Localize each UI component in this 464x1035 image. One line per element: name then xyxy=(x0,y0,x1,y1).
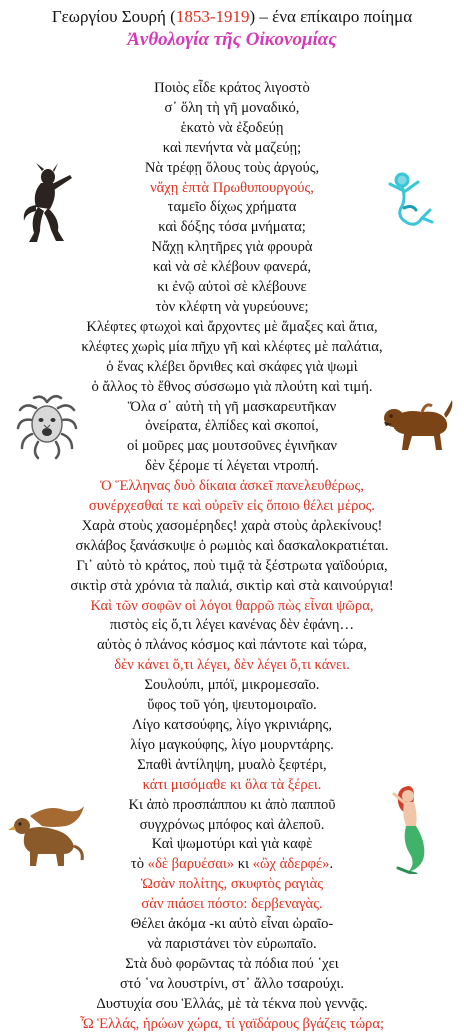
medusa-icon xyxy=(14,392,80,462)
poem-line: καὶ νὰ σὲ κλέβουν φανερά, xyxy=(152,259,312,276)
page-title xyxy=(0,6,464,28)
poem-line: Δυστυχία σου Ἑλλάς, μὲ τὰ τέκνα ποὺ γεννᾷς. xyxy=(96,995,368,1012)
page-subtitle: Ἀνθολογία τῆς Οἰκονομίας xyxy=(127,29,337,50)
poem-line: σκλάβος ξανάσκυψε ὁ ρωμιὸς καὶ δασκαλοκρατιέται. xyxy=(75,537,389,554)
poem-line: νὰ παριστάνει τὸν εὐρωπαῖο. xyxy=(147,935,317,952)
poem-line-segment: κι xyxy=(234,856,253,873)
poem-line: σ᾿ ὅλη τὴ γῆ μοναδικό, xyxy=(164,99,300,116)
poem-line-segment: «δὲ βαρυέσαι» xyxy=(147,856,235,873)
poem-line: Κι ἀπὸ προσπάππου κι ἀπὸ παπποῦ xyxy=(128,796,336,813)
poem-line: λίγο μαγκούφης, λίγο μουρντάρης. xyxy=(130,736,334,753)
title-description: ) – ένα επίκαιρο ποίημα xyxy=(249,7,413,26)
griffin-icon xyxy=(8,804,88,870)
poem-line: σὰν πιάσει πόστο: δερβεναγὰς. xyxy=(141,896,323,913)
poem-line-segment: τὸ xyxy=(130,856,148,873)
poem-line: Ποιὸς εἶδε κράτος λιγοστὸ xyxy=(154,80,310,96)
poem-line: Λίγο κατσούφης, λίγο γκρινιάρης, xyxy=(131,717,333,733)
poem-line: συνέρχεσθαί τε καὶ οὐρεῖν εἰς ὅποιο θέλει μέρος. xyxy=(88,498,376,515)
poem-line: κι ἐνῷ αὐτοὶ σὲ κλέβουνε xyxy=(157,279,307,296)
poem-line: Ὅλα σ᾿ αὐτὴ τὴ γῆ μασκαρευτῆκαν xyxy=(127,398,337,415)
poem-line: στό ῾να λουστρίνι, στ᾿ ἄλλο τσαρούχι. xyxy=(119,975,344,992)
poem-line: οἱ μοῦρες μας μουτσοῦνες ἐγινῆκαν xyxy=(127,438,337,455)
poem-line: Ὡσὰν πολίτης, σκυφτὸς ραγιὰς xyxy=(140,876,324,893)
poem-line: συγχρόνως μπόφος καὶ ἀλεποῦ. xyxy=(139,816,325,833)
poem-line: σικτὶρ στὰ χρόνια τὰ παλιά, σικτὶρ καὶ στὰ καινούργια! xyxy=(70,577,394,594)
poem-line: κλέφτες χωρὶς μία πῆχυ γῆ καὶ κλέφτες μὲ παλάτια, xyxy=(81,338,383,355)
poem-line: Θέλει ἀκόμα -κι αὐτὸ εἶναι ὡραῖο- xyxy=(130,916,334,933)
poem-line: Κλέφτες φτωχοὶ καὶ ἄρχοντες μὲ ἅμαξες καὶ ἄτια, xyxy=(86,318,378,335)
poem-line-segment: «ὢχ ἀδερφέ» xyxy=(252,856,330,873)
poem-line: Ὁ Ἕλληνας δυὸ δίκαια ἀσκεῖ πανελευθέρως, xyxy=(100,478,364,495)
poem-line: Νὰ τρέφῃ ὅλους τοὺς ἀργούς, xyxy=(144,159,320,176)
poem-line: Χαρὰ στοὺς χασομέρηδες! χαρὰ στοὺς ἀρλεκίνους! xyxy=(81,517,383,534)
poem-line: ταμεῖο δίχως χρήματα xyxy=(167,199,297,216)
chimera-icon xyxy=(382,398,456,454)
poem-line: Στὰ δυὸ φορῶντας τὰ πόδια πού ῾χει xyxy=(125,955,339,972)
poem-line: Σπαθὶ ἀντίληψη, μυαλὸ ξεφτέρι, xyxy=(137,756,327,773)
mermaid-top-icon xyxy=(382,168,438,238)
poem-line: αὐτὸς ὁ πλάνος κόσμος καὶ πάντοτε καὶ τώρα, xyxy=(97,637,367,654)
poem-line: ὁ ἄλλος τὸ ἔθνος σύσσωμο γιὰ πλούτη καὶ τιμή. xyxy=(91,378,373,395)
poem-line: ὕφος τοῦ γόη, ψευτομοιραῖο. xyxy=(147,697,317,714)
satyr-icon xyxy=(20,163,76,243)
poem-line: καὶ πενήντα νὰ μαζεύῃ; xyxy=(162,139,302,156)
poem-line: Γι᾿ αὐτὸ τὸ κράτος, ποὺ τιμᾷ τὰ ξέστρωτα γαϊδούρια, xyxy=(76,557,388,574)
title-author: Γεωργίου Σουρή ( xyxy=(51,7,176,26)
poem-line: δὲν ξέρομε τί λέγεται ντροπή. xyxy=(145,458,319,475)
poem-line: Νἄχῃ κλητῆρες γιὰ φρουρὰ xyxy=(151,239,313,256)
poem-line: Καὶ ψωμοτύρι καὶ γιὰ καφὲ xyxy=(151,836,313,853)
poem-line: τὸν κλέφτη νὰ γυρεύουνε; xyxy=(155,298,309,315)
poem-line: ὀνείρατα, ἐλπίδες καὶ σκοποί, xyxy=(145,418,319,435)
poem-line: ὁ ἕνας κλέβει ὄρνιθες καὶ σκάφες γιὰ ψωμὶ xyxy=(106,358,358,375)
poem-line-segment: . xyxy=(329,856,334,873)
poem-line: κάτι μισόμαθε κι ὅλα τὰ ξέρει. xyxy=(142,776,322,793)
poem-line: πιστὸς εἰς ὅ,τι λέγει κανένας δὲν ἐφάνη… xyxy=(109,617,355,634)
mermaid-bottom-icon xyxy=(388,782,438,874)
poem-line: ἑκατὸ νὰ ἐξοδεύῃ xyxy=(180,119,284,136)
poem-line: δὲν κάνει ὅ,τι λέγει, δὲν λέγει ὅ,τι κάνει. xyxy=(114,657,350,674)
title-years: 1853-1919 xyxy=(175,7,250,26)
poem-line: Σουλούπι, μπόϊ, μικρομεσαῖο. xyxy=(144,677,320,694)
poem-line: Ὦ Ἑλλάς, ἡρώων χώρα, τί γαϊδάρους βγάζεις τώρα; xyxy=(79,1015,385,1032)
poem-line: καὶ δόξης τόσα μνήματα; xyxy=(158,219,306,236)
poem-line: Καὶ τῶν σοφῶν οἱ λόγοι θαρρῶ πὼς εἶναι ψῶρα, xyxy=(90,597,374,614)
header xyxy=(0,6,464,52)
poem-line: νἄχῃ ἑπτὰ Πρωθυπουργούς, xyxy=(150,179,314,196)
